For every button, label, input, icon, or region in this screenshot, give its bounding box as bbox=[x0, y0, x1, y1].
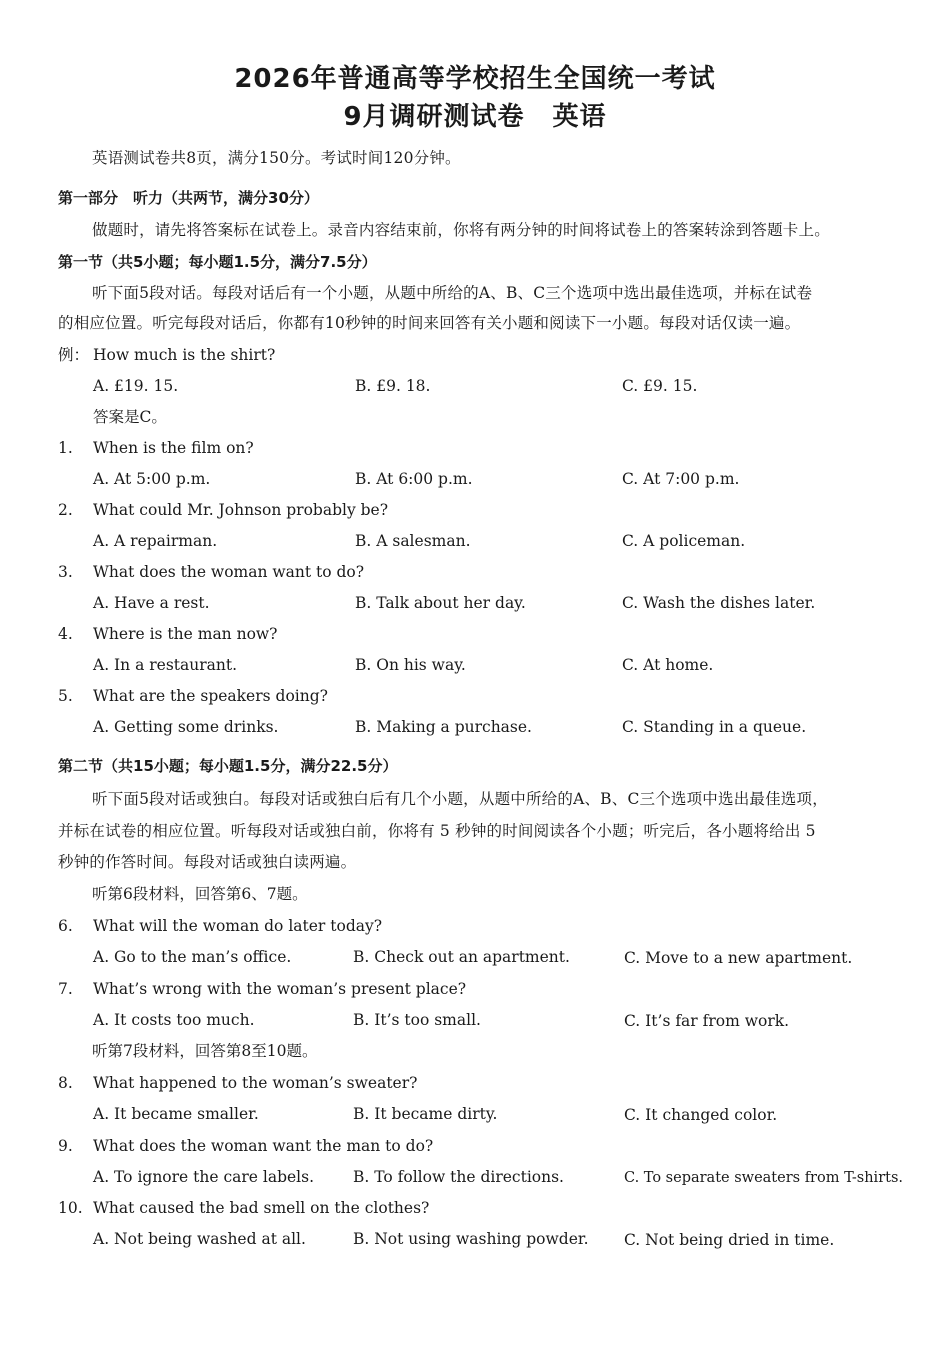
option-c: C. At 7:00 p.m. bbox=[622, 470, 740, 488]
option-a: A. Not being washed at all. bbox=[93, 1230, 306, 1248]
option-c: C. A policeman. bbox=[622, 532, 746, 550]
question-text: What caused the bad smell on the clothes? bbox=[93, 1199, 430, 1217]
option-b: B. On his way. bbox=[355, 656, 466, 674]
question-text: What could Mr. Johnson probably be? bbox=[93, 501, 389, 519]
intro-text: 英语测试卷共8页，满分150分。考试时间120分钟。 bbox=[92, 149, 461, 167]
question-number: 5. bbox=[58, 687, 73, 705]
example-option-c: C. £9. 15. bbox=[622, 377, 698, 395]
option-b: B. Talk about her day. bbox=[355, 594, 526, 612]
question-text: What does the woman want the man to do? bbox=[93, 1137, 434, 1155]
question-number: 3. bbox=[58, 563, 73, 581]
subtitle-test-name: 9月调研测试卷 bbox=[343, 102, 525, 132]
question-text: What’s wrong with the woman’s present place? bbox=[93, 980, 467, 998]
question-text: What will the woman do later today? bbox=[93, 917, 383, 935]
question-number: 1. bbox=[58, 439, 73, 457]
example-option-a: A. £19. 15. bbox=[93, 377, 179, 395]
option-a: A. To ignore the care labels. bbox=[93, 1168, 315, 1186]
option-b: B. Making a purchase. bbox=[355, 718, 532, 736]
option-a: A. Have a rest. bbox=[93, 594, 210, 612]
option-b: B. At 6:00 p.m. bbox=[355, 470, 473, 488]
option-c: C. Standing in a queue. bbox=[622, 718, 807, 736]
exam-subtitle bbox=[0, 96, 950, 133]
question-number: 2. bbox=[58, 501, 73, 519]
question-number: 4. bbox=[58, 625, 73, 643]
material-note-6: 听第6段材料，回答第6、7题。 bbox=[92, 885, 308, 903]
option-b: B. A salesman. bbox=[355, 532, 471, 550]
option-b: B. Check out an apartment. bbox=[353, 948, 570, 966]
option-a: A. It costs too much. bbox=[93, 1011, 255, 1029]
subtitle-subject: 英语 bbox=[552, 102, 607, 132]
question-text: What are the speakers doing? bbox=[93, 687, 328, 705]
option-a: A. Getting some drinks. bbox=[93, 718, 279, 736]
option-c: C. At home. bbox=[622, 656, 714, 674]
example-question: How much is the shirt? bbox=[93, 346, 276, 364]
question-number: 10. bbox=[58, 1199, 83, 1217]
section2-heading: 第二节（共15小题；每小题1.5分，满分22.5分） bbox=[58, 757, 398, 775]
question-number: 6. bbox=[58, 917, 73, 935]
option-b: B. It’s too small. bbox=[353, 1011, 481, 1029]
section2-instruction-2: 并标在试卷的相应位置。听每段对话或独白前，你将有 5 秒钟的时间阅读各个小题；听完后，各小题将给出 5 bbox=[58, 822, 816, 840]
example-label: 例： bbox=[58, 346, 90, 364]
question-text: Where is the man now? bbox=[93, 625, 278, 643]
option-a: A. It became smaller. bbox=[93, 1105, 259, 1123]
exam-title: 2026年普通高等学校招生全国统一考试 bbox=[234, 64, 716, 94]
section2-instruction-1: 听下面5段对话或独白。每段对话或独白后有几个小题，从题中所给的A、B、C三个选项中选出最佳选项， bbox=[92, 790, 828, 808]
section1-heading: 第一节（共5小题；每小题1.5分，满分7.5分） bbox=[58, 253, 377, 271]
option-c: C. To separate sweaters from T-shirts. bbox=[624, 1170, 904, 1186]
example-option-b: B. £9. 18. bbox=[355, 377, 431, 395]
option-c: C. It changed color. bbox=[624, 1106, 778, 1124]
question-text: What happened to the woman’s sweater? bbox=[93, 1074, 418, 1092]
section1-instruction-2: 的相应位置。听完每段对话后，你都有10秒钟的时间来回答有关小题和阅读下一小题。每段对话仅读一遍。 bbox=[58, 314, 801, 332]
section2-instruction-3: 秒钟的作答时间。每段对话或独白读两遍。 bbox=[58, 853, 357, 871]
option-b: B. To follow the directions. bbox=[353, 1168, 564, 1186]
option-a: A. In a restaurant. bbox=[93, 656, 238, 674]
option-c: C. Wash the dishes later. bbox=[622, 594, 816, 612]
material-note-7: 听第7段材料，回答第8至10题。 bbox=[92, 1042, 318, 1060]
option-a: A. A repairman. bbox=[93, 532, 218, 550]
question-number: 9. bbox=[58, 1137, 73, 1155]
option-a: A. Go to the man’s office. bbox=[93, 948, 292, 966]
option-c: C. Not being dried in time. bbox=[624, 1231, 835, 1249]
option-c: C. Move to a new apartment. bbox=[624, 949, 853, 967]
option-c: C. It’s far from work. bbox=[624, 1012, 790, 1030]
section1-instruction-1: 听下面5段对话。每段对话后有一个小题，从题中所给的A、B、C三个选项中选出最佳选项，并标在试卷 bbox=[92, 284, 813, 302]
part1-heading: 第一部分 听力（共两节，满分30分） bbox=[58, 189, 319, 207]
example-answer: 答案是C。 bbox=[93, 408, 167, 426]
option-b: B. Not using washing powder. bbox=[353, 1230, 589, 1248]
question-number: 8. bbox=[58, 1074, 73, 1092]
option-b: B. It became dirty. bbox=[353, 1105, 498, 1123]
question-number: 7. bbox=[58, 980, 73, 998]
question-text: When is the film on? bbox=[93, 439, 254, 457]
part1-instruction: 做题时，请先将答案标在试卷上。录音内容结束前，你将有两分钟的时间将试卷上的答案转涂到答题卡上。 bbox=[92, 221, 830, 239]
question-text: What does the woman want to do? bbox=[93, 563, 365, 581]
option-a: A. At 5:00 p.m. bbox=[93, 470, 211, 488]
